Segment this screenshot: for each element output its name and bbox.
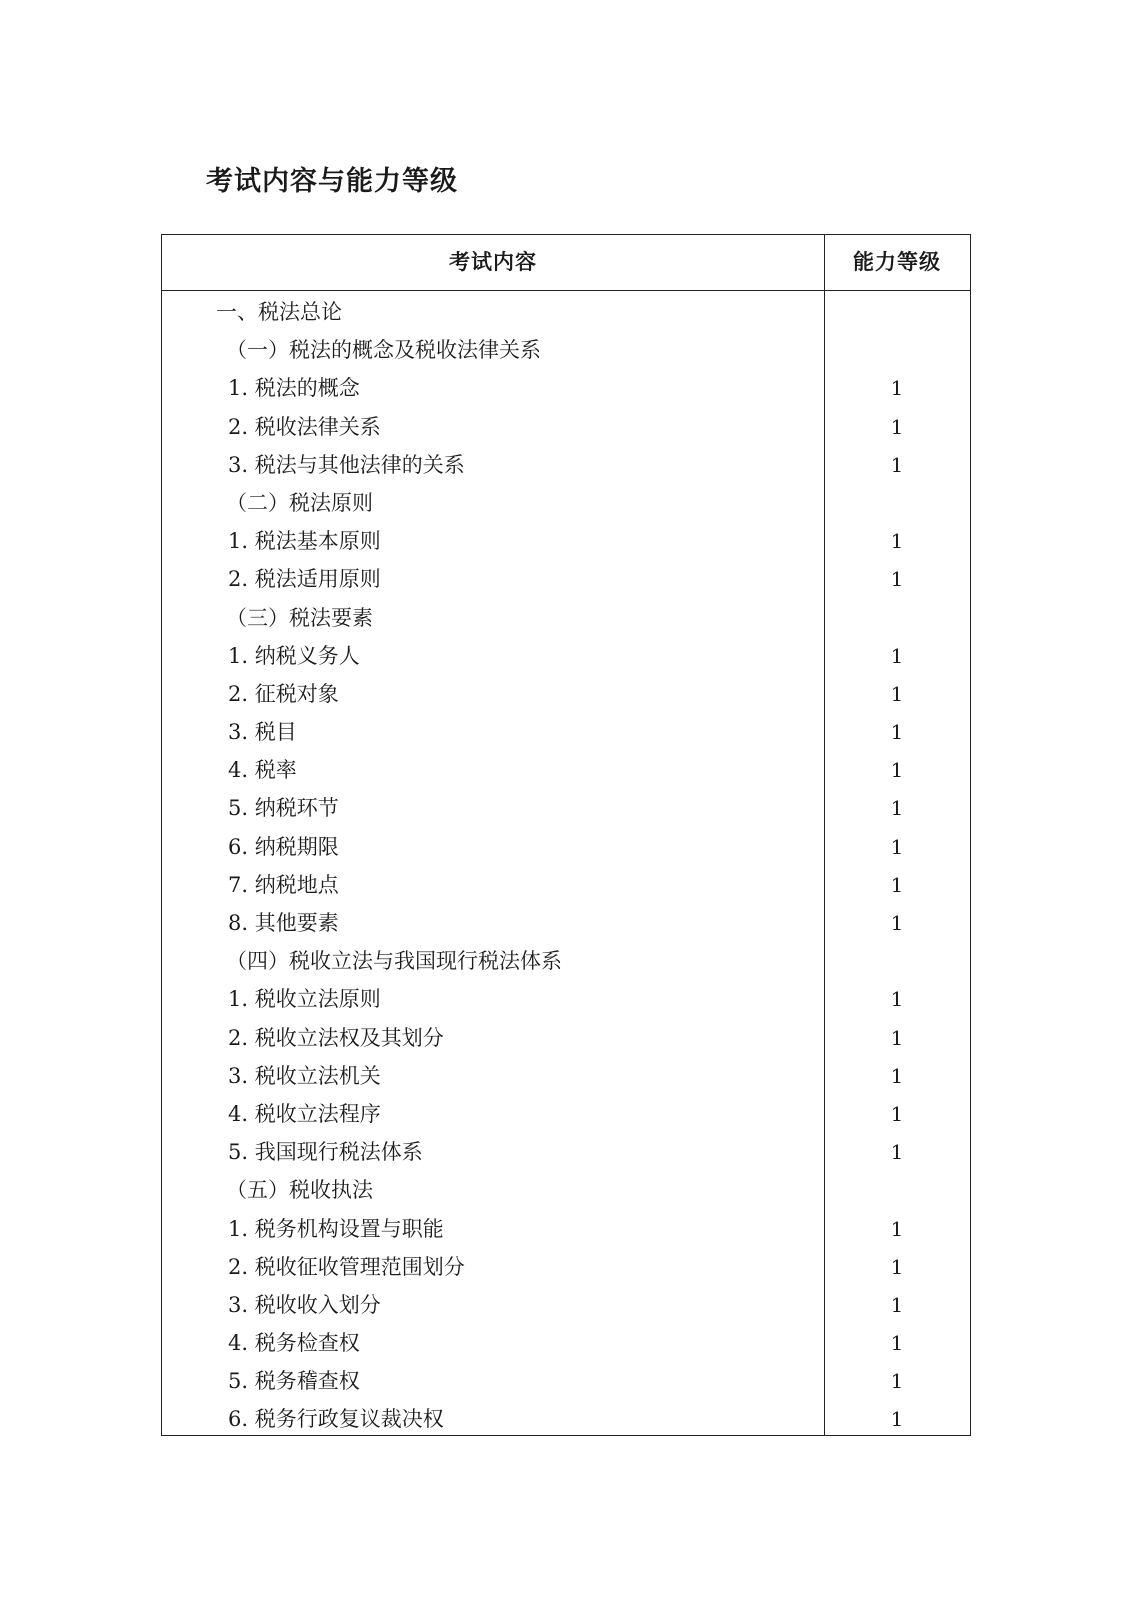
- table-row: [162, 1210, 970, 1248]
- topic-item: 5. 税务稽查权: [228, 1369, 360, 1394]
- table-body: [162, 293, 970, 1439]
- topic-item: 1. 税收立法原则: [228, 987, 381, 1012]
- ability-level-value: 1: [890, 720, 904, 745]
- table-row: [162, 942, 970, 980]
- ability-level-value: 1: [890, 643, 904, 668]
- ability-level-value: 1: [890, 681, 904, 706]
- topic-item: 2. 税收法律关系: [228, 414, 381, 439]
- topic-item: 2. 税收立法权及其划分: [228, 1025, 444, 1050]
- topic-item: 1. 税法基本原则: [228, 529, 381, 554]
- topic-item: 4. 税率: [228, 758, 297, 783]
- topic-item: 2. 税法适用原则: [228, 567, 381, 592]
- table-row: [162, 446, 970, 484]
- table-row: [162, 980, 970, 1018]
- topic-item: 1. 税务机构设置与职能: [228, 1216, 444, 1241]
- topic-item: 4. 税收立法程序: [228, 1101, 381, 1126]
- table-row: [162, 828, 970, 866]
- table-row: [162, 675, 970, 713]
- table-row: [162, 331, 970, 369]
- ability-level-value: 1: [890, 1216, 904, 1241]
- topic-item: 5. 纳税环节: [228, 796, 339, 821]
- ability-level-value: 1: [890, 872, 904, 897]
- table-row: [162, 1248, 970, 1286]
- topic-item: 1. 纳税义务人: [228, 643, 360, 668]
- subsection-heading: （一）税法的概念及税收法律关系: [226, 338, 541, 363]
- table-row: [162, 1286, 970, 1324]
- table-row: [162, 1400, 970, 1438]
- table-row: [162, 866, 970, 904]
- topic-item: 3. 税目: [228, 720, 297, 745]
- topic-item: 8. 其他要素: [228, 911, 339, 935]
- table-row: [162, 408, 970, 446]
- ability-level-value: 1: [890, 758, 904, 783]
- subsection-heading: （二）税法原则: [226, 490, 373, 515]
- ability-level-value: 1: [890, 1063, 904, 1088]
- section-heading: 一、税法总论: [216, 300, 342, 324]
- ability-level-value: 1: [890, 1140, 904, 1165]
- table-row: [162, 599, 970, 637]
- header-ability-level: 能力等级: [853, 250, 941, 274]
- topic-item: 6. 纳税期限: [228, 834, 339, 859]
- table-row: [162, 522, 970, 560]
- ability-level-value: 1: [890, 414, 904, 439]
- page-title: 考试内容与能力等级: [206, 166, 458, 197]
- table-header-row: [162, 235, 970, 291]
- ability-level-value: 1: [890, 1025, 904, 1050]
- topic-item: 3. 税法与其他法律的关系: [228, 452, 465, 477]
- topic-item: 1. 税法的概念: [228, 376, 360, 401]
- table-row: [162, 369, 970, 407]
- table-row: [162, 751, 970, 789]
- table-row: [162, 789, 970, 827]
- table-row: [162, 1095, 970, 1133]
- ability-level-value: 1: [890, 1369, 904, 1394]
- ability-level-value: 1: [890, 834, 904, 859]
- table-row: [162, 713, 970, 751]
- exam-content-table: [161, 234, 971, 1436]
- subsection-heading: （三）税法要素: [226, 605, 373, 630]
- table-row: [162, 1324, 970, 1362]
- table-row: [162, 904, 970, 942]
- ability-level-value: 1: [890, 796, 904, 821]
- topic-item: 2. 征税对象: [228, 681, 339, 706]
- topic-item: 5. 我国现行税法体系: [228, 1140, 423, 1165]
- topic-item: 3. 税收收入划分: [228, 1292, 381, 1317]
- ability-level-value: 1: [890, 1331, 904, 1356]
- ability-level-value: 1: [890, 1407, 904, 1432]
- ability-level-value: 1: [890, 1101, 904, 1126]
- table-row: [162, 637, 970, 675]
- ability-level-value: 1: [890, 1292, 904, 1317]
- table-row: [162, 1133, 970, 1171]
- topic-item: 2. 税收征收管理范围划分: [228, 1254, 465, 1279]
- ability-level-value: 1: [890, 911, 904, 935]
- table-row: [162, 1171, 970, 1209]
- subsection-heading: （五）税收执法: [226, 1178, 373, 1203]
- header-exam-content: 考试内容: [449, 250, 537, 274]
- topic-item: 3. 税收立法机关: [228, 1063, 381, 1088]
- table-row: [162, 560, 970, 598]
- table-row: [162, 1019, 970, 1057]
- table-row: [162, 293, 970, 331]
- ability-level-value: 1: [890, 529, 904, 554]
- table-row: [162, 484, 970, 522]
- table-row: [162, 1362, 970, 1400]
- table-row: [162, 1057, 970, 1095]
- topic-item: 4. 税务检查权: [228, 1331, 360, 1356]
- ability-level-value: 1: [890, 567, 904, 592]
- topic-item: 6. 税务行政复议裁决权: [228, 1407, 444, 1432]
- topic-item: 7. 纳税地点: [228, 872, 339, 897]
- ability-level-value: 1: [890, 987, 904, 1012]
- ability-level-value: 1: [890, 452, 904, 477]
- subsection-heading: （四）税收立法与我国现行税法体系: [226, 949, 562, 974]
- ability-level-value: 1: [890, 1254, 904, 1279]
- ability-level-value: 1: [890, 376, 904, 401]
